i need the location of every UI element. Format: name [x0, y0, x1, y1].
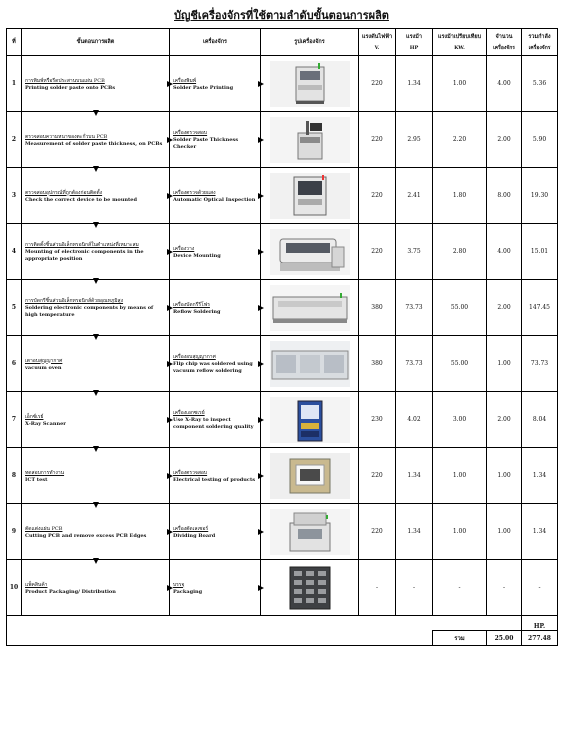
qty-cell: 8.00 — [487, 168, 522, 224]
arrow-right-icon — [167, 473, 173, 479]
process-cell — [22, 336, 170, 392]
machine-en: Electrical testing of products — [173, 476, 256, 483]
row-number: 4 — [7, 224, 22, 280]
process-en: Measurement of solder paste thickness, on PCBs — [25, 140, 163, 147]
header-no: ที่ — [7, 29, 22, 56]
machine-th: เครื่องอบสุญญากาศ — [173, 354, 216, 360]
process-en: Mounting of electronic components in the appropriate position — [25, 249, 144, 262]
machine-th: เครื่องตัดเลเซอร์ — [173, 525, 209, 532]
machine-th: เครื่องวาง — [173, 245, 195, 252]
hp-cell: 4.02 — [396, 392, 433, 448]
process-en: vacuum oven — [25, 364, 62, 371]
voltage-cell: 220 — [359, 112, 396, 168]
arrow-right-icon — [258, 81, 264, 87]
machine-cell — [170, 560, 261, 616]
hp-cell: 1.34 — [396, 56, 433, 112]
kw-cell: 1.80 — [433, 168, 487, 224]
machine-th: เครื่องเอกซเรย์ — [173, 410, 205, 416]
picture-cell — [261, 336, 359, 392]
voltage-cell: 380 — [359, 280, 396, 336]
machine-cell — [170, 504, 261, 560]
packaging-rack-photo — [270, 565, 350, 611]
footer-sum-row — [7, 631, 558, 646]
voltage-cell: 220 — [359, 224, 396, 280]
hp-cell: 3.75 — [396, 224, 433, 280]
picture-cell — [261, 168, 359, 224]
process-cell — [22, 504, 170, 560]
qty-cell: 2.00 — [487, 280, 522, 336]
process-th: การพิมพ์หรือรีดประสานบนแผ่น PCB — [25, 77, 105, 84]
machine-th: เครื่องตรวจสอบ — [173, 469, 208, 476]
machine-th: เครื่องตรวจสอบ — [173, 130, 208, 136]
arrow-right-icon — [258, 417, 264, 423]
header-total: รวมกำลัง เครื่องจักร — [522, 29, 558, 56]
header-row — [7, 29, 558, 56]
voltage-cell: 220 — [359, 504, 396, 560]
arrow-down-icon — [93, 502, 99, 508]
machine-th: บรรจุ — [173, 581, 185, 588]
total-cell: - — [522, 560, 558, 616]
row-number: 3 — [7, 168, 22, 224]
row-number: 8 — [7, 448, 22, 504]
table-row — [7, 336, 558, 392]
machine-cell — [170, 56, 261, 112]
ict-tester-photo — [270, 453, 350, 499]
process-en: X-Ray Scanner — [25, 420, 66, 427]
arrow-right-icon — [258, 473, 264, 479]
process-th: เตาอบสุญญากาศ — [25, 357, 63, 364]
arrow-right-icon — [258, 137, 264, 143]
kw-cell: 2.80 — [433, 224, 487, 280]
picture-cell — [261, 560, 359, 616]
arrow-right-icon — [167, 361, 173, 367]
qty-cell: 2.00 — [487, 112, 522, 168]
arrow-right-icon — [258, 249, 264, 255]
header-picture: รูปเครื่องจักร — [261, 29, 359, 56]
header-machine: เครื่องจักร — [170, 29, 261, 56]
hp-cell: 2.95 — [396, 112, 433, 168]
machine-cell — [170, 392, 261, 448]
arrow-right-icon — [167, 585, 173, 591]
row-number: 2 — [7, 112, 22, 168]
machine-cell — [170, 448, 261, 504]
process-th: ตัดแต่งแผ่น PCB — [25, 525, 63, 532]
arrow-right-icon — [258, 529, 264, 535]
machine-cell — [170, 224, 261, 280]
process-en: ICT test — [25, 476, 48, 483]
machine-en: Dividing Board — [173, 532, 216, 539]
row-number: 6 — [7, 336, 22, 392]
footer-unit: HP. — [522, 616, 558, 631]
table-row — [7, 560, 558, 616]
arrow-right-icon — [167, 305, 173, 311]
reflow-oven-photo — [270, 285, 350, 331]
qty-cell: - — [487, 560, 522, 616]
arrow-right-icon — [258, 585, 264, 591]
table-row — [7, 224, 558, 280]
printer-machine-photo — [270, 61, 350, 107]
kw-cell: 55.00 — [433, 336, 487, 392]
table-row — [7, 504, 558, 560]
hp-cell: 1.34 — [396, 448, 433, 504]
total-cell: 147.45 — [522, 280, 558, 336]
laser-cutter-photo — [270, 509, 350, 555]
machine-th: เครื่องพิมพ์ — [173, 77, 197, 84]
row-number: 9 — [7, 504, 22, 560]
arrow-right-icon — [258, 305, 264, 311]
table-row — [7, 168, 558, 224]
hp-cell: 73.73 — [396, 336, 433, 392]
machine-en: Solder Paste Printing — [173, 84, 234, 91]
vacuum-oven-photo — [270, 341, 350, 387]
footer-sum-label: รวม — [433, 631, 487, 646]
picture-cell — [261, 280, 359, 336]
process-en: Printing solder paste onto PCBs — [25, 84, 116, 91]
checker-machine-photo — [270, 117, 350, 163]
picture-cell — [261, 112, 359, 168]
voltage-cell: 220 — [359, 56, 396, 112]
header-kw: แรงม้าเปรียบเทียบ KW. — [433, 29, 487, 56]
arrow-right-icon — [167, 81, 173, 87]
row-number: 1 — [7, 56, 22, 112]
arrow-down-icon — [93, 222, 99, 228]
machine-en: Solder Paste Thickness Checker — [173, 137, 239, 150]
footer-sum-qty: 25.00 — [487, 631, 522, 646]
table-row — [7, 448, 558, 504]
machine-cell — [170, 336, 261, 392]
process-cell — [22, 448, 170, 504]
process-en: Cutting PCB and remove excess PCB Edges — [25, 532, 147, 539]
process-th: แพ็คสินค้า — [25, 581, 48, 588]
footer-sum-total: 277.48 — [522, 631, 558, 646]
arrow-right-icon — [167, 417, 173, 423]
process-th: ตรวจสอบอุปกรณ์ที่ถูกต้องก่อนติดตั้ง — [25, 189, 103, 196]
machine-en: Flip chip was soldered using vacuum reflow soldering — [173, 361, 253, 374]
kw-cell: 2.20 — [433, 112, 487, 168]
machine-cell — [170, 168, 261, 224]
mounter-machine-photo — [270, 229, 350, 275]
machine-en: Use X-Ray to inspect component soldering quality — [173, 417, 254, 430]
process-th: เอ็กซ์เรย์ — [25, 413, 44, 420]
picture-cell — [261, 392, 359, 448]
arrow-right-icon — [167, 529, 173, 535]
arrow-down-icon — [93, 446, 99, 452]
machine-en: Packaging — [173, 588, 203, 595]
kw-cell: 1.00 — [433, 504, 487, 560]
hp-cell: 1.34 — [396, 504, 433, 560]
footer-unit-row — [7, 616, 558, 631]
process-cell — [22, 560, 170, 616]
arrow-right-icon — [167, 137, 173, 143]
kw-cell: 3.00 — [433, 392, 487, 448]
qty-cell: 1.00 — [487, 448, 522, 504]
machine-cell — [170, 280, 261, 336]
arrow-down-icon — [93, 334, 99, 340]
total-cell: 15.01 — [522, 224, 558, 280]
total-cell: 5.36 — [522, 56, 558, 112]
table-row — [7, 280, 558, 336]
kw-cell: 1.00 — [433, 56, 487, 112]
qty-cell: 1.00 — [487, 504, 522, 560]
total-cell: 1.34 — [522, 504, 558, 560]
process-th: การติดตั้งชิ้นส่วนอิเล็กทรอนิกส์ในตำแหน่งที่เหมาะสม — [25, 242, 139, 248]
voltage-cell: 220 — [359, 448, 396, 504]
voltage-cell: 230 — [359, 392, 396, 448]
total-cell: 73.73 — [522, 336, 558, 392]
process-cell — [22, 224, 170, 280]
process-th: ทดสอบการทำงาน — [25, 469, 65, 476]
arrow-down-icon — [93, 110, 99, 116]
process-cell — [22, 112, 170, 168]
hp-cell: 73.73 — [396, 280, 433, 336]
picture-cell — [261, 56, 359, 112]
voltage-cell: - — [359, 560, 396, 616]
qty-cell: 4.00 — [487, 224, 522, 280]
table-row — [7, 392, 558, 448]
arrow-right-icon — [258, 193, 264, 199]
machine-en: Reflow Soldering — [173, 308, 221, 315]
machine-en: Device Mounting — [173, 252, 221, 259]
header-process: ขั้นตอนการผลิต — [22, 29, 170, 56]
machine-th: เครื่องตรวจด้วยแสง — [173, 189, 216, 196]
picture-cell — [261, 504, 359, 560]
process-cell — [22, 280, 170, 336]
kw-cell: 55.00 — [433, 280, 487, 336]
total-cell: 8.04 — [522, 392, 558, 448]
total-cell: 5.90 — [522, 112, 558, 168]
machine-en: Automatic Optical Inspection — [173, 196, 256, 203]
process-th: ตรวจสอบความหนาของตะกั่วบน PCB — [25, 133, 108, 140]
page-title: บัญชีเครื่องจักรที่ใช้ตามลำดับขั้นตอนการผลิต — [174, 9, 389, 22]
process-cell — [22, 392, 170, 448]
qty-cell: 2.00 — [487, 392, 522, 448]
table-row — [7, 56, 558, 112]
row-number: 5 — [7, 280, 22, 336]
arrow-down-icon — [93, 166, 99, 172]
picture-cell — [261, 448, 359, 504]
row-number: 7 — [7, 392, 22, 448]
process-en: Check the correct device to be mounted — [25, 196, 137, 203]
process-th: การบัดกรีชิ้นส่วนอิเล็กทรอนิกส์ด้วยอุณหภูมิสูง — [25, 298, 124, 304]
process-en: Product Packaging/ Distribution — [25, 588, 116, 595]
row-number: 10 — [7, 560, 22, 616]
arrow-down-icon — [93, 558, 99, 564]
arrow-right-icon — [167, 193, 173, 199]
header-hp: แรงม้า HP — [396, 29, 433, 56]
aoi-machine-photo — [270, 173, 350, 219]
total-cell: 1.34 — [522, 448, 558, 504]
arrow-down-icon — [93, 390, 99, 396]
process-cell — [22, 56, 170, 112]
arrow-right-icon — [167, 249, 173, 255]
picture-cell — [261, 224, 359, 280]
voltage-cell: 220 — [359, 168, 396, 224]
machine-table — [6, 28, 558, 646]
kw-cell: - — [433, 560, 487, 616]
machine-cell — [170, 112, 261, 168]
arrow-down-icon — [93, 278, 99, 284]
machine-th: เครื่องบัดกรีรีโฟร — [173, 301, 210, 308]
arrow-right-icon — [258, 361, 264, 367]
hp-cell: - — [396, 560, 433, 616]
process-cell — [22, 168, 170, 224]
qty-cell: 4.00 — [487, 56, 522, 112]
table-row — [7, 112, 558, 168]
voltage-cell: 380 — [359, 336, 396, 392]
header-qty: จำนวน เครื่องจักร — [487, 29, 522, 56]
qty-cell: 1.00 — [487, 336, 522, 392]
hp-cell: 2.41 — [396, 168, 433, 224]
total-cell: 19.30 — [522, 168, 558, 224]
kw-cell: 1.00 — [433, 448, 487, 504]
header-voltage: แรงดันไฟฟ้า V. — [359, 29, 396, 56]
xray-machine-photo — [270, 397, 350, 443]
process-en: Soldering electronic components by means of high temperature — [25, 305, 154, 318]
